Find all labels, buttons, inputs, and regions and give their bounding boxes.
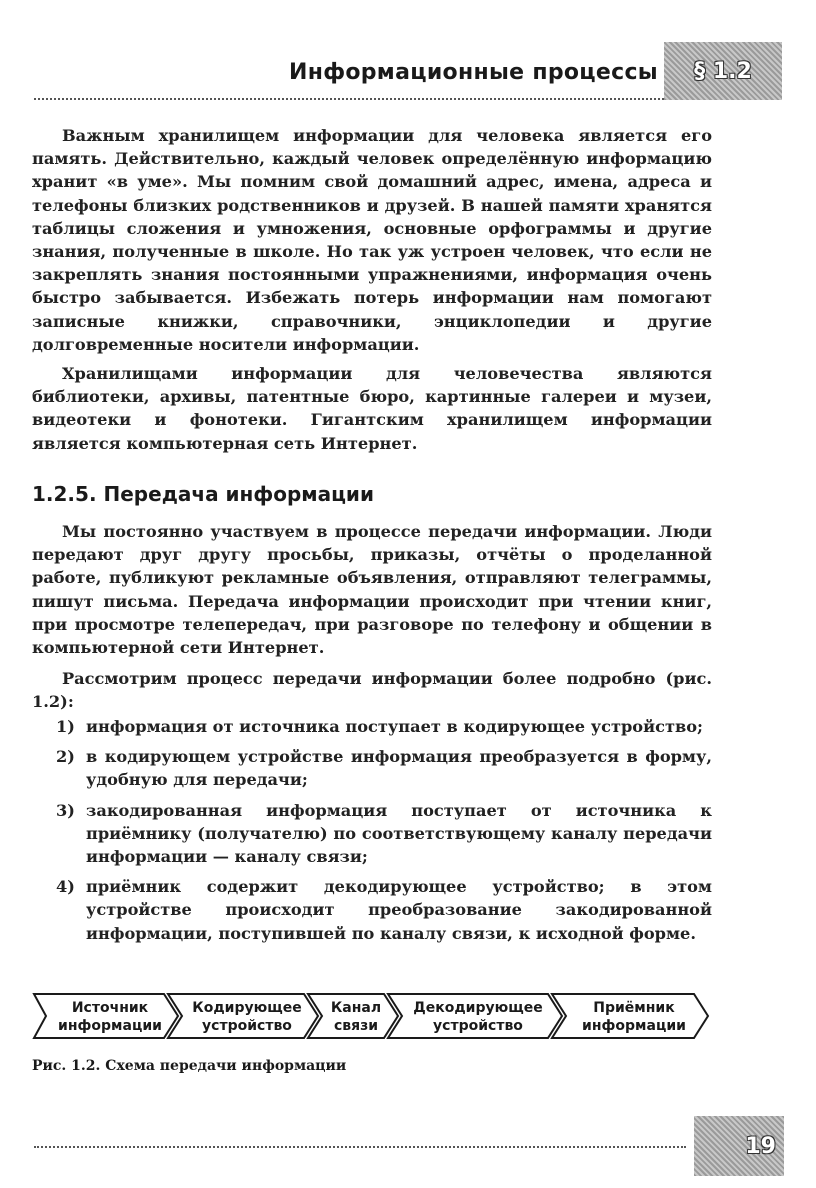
diagram-step-line1: Источник	[71, 1000, 149, 1016]
page-number: 19	[745, 1133, 776, 1159]
diagram-step-encoder	[168, 994, 318, 1038]
list-item-text: приёмник содержит декодирующее устройство; в этом устройстве происходит преобразование закодированной информации, поступившей по каналу связи, к исходной форме.	[86, 877, 712, 943]
diagram-step-line2: информации	[582, 1018, 686, 1034]
diagram-step-line2: устройство	[202, 1018, 292, 1034]
paragraph-transfer: Мы постоянно участвуем в процессе передачи информации. Люди передают друг другу просьбы, приказы, отчёты о проделанной работе, публикуют рекламные объявления, отправляют телеграммы, пишут письма. Передача информации происходит при чтении книг, при просмотре телепередач, при разговоре по телефону и общении в компьютерной сети Интернет.	[32, 522, 712, 658]
figure-label: Рис. 1.2.	[32, 1058, 101, 1074]
list-item	[56, 799, 712, 869]
page-header	[0, 36, 816, 106]
paragraph-storages-text: для человечества являются библиотеки, архивы, патентные бюро, картинные галереи и музеи, видеотеки и фонотеки. Гигантским хранилищем информации является компьютерная сеть Интернет.	[32, 364, 712, 453]
top-paragraphs	[32, 124, 712, 455]
paragraph-memory-text: Важным хранилищем информации для человека является его память. Действительно, каждый человек определённую информацию хранит «в уме». Мы помним свой домашний адрес, имена, адреса и телефоны близких родственников и друзей. В нашей памяти хранятся таблицы сложения и умножения, основные орфограммы и другие знания, полученные в школе. Но так уж устроен человек, что если не закреплять знания постоянными упражнениями, информация очень быстро забывается. Избежать потерь информации нам помогают записные книжки, справочники, энциклопедии и другие долговременные носители информации.	[32, 126, 712, 354]
list-item-text: закодированная информация поступает от источника к приёмнику (получателю) по соответствующему каналу передачи информации — каналу связи;	[86, 800, 712, 867]
figure-caption-text: Схема передачи информации	[100, 1058, 347, 1074]
footer-divider	[34, 1146, 686, 1148]
list-item	[56, 715, 712, 738]
section-heading: 1.2.5. Передача информации	[32, 482, 374, 506]
list-item-text: информация от источника поступает в кодирующее устройство;	[86, 717, 704, 736]
diagram-step-line2: устройство	[433, 1018, 523, 1034]
diagram-step-line1: Приёмник	[593, 1000, 675, 1016]
list-item-number: 2)	[56, 747, 75, 767]
transfer-diagram	[32, 990, 712, 1042]
process-steps-list	[56, 715, 712, 952]
diagram-step-source	[34, 994, 178, 1038]
paragraph-storages	[32, 362, 712, 455]
list-item-number: 3)	[56, 800, 75, 820]
paragraph-memory	[32, 124, 712, 356]
diagram-step-decoder	[388, 994, 562, 1038]
diagram-step-line1: Канал	[330, 1000, 382, 1016]
running-title: Информационные процессы	[288, 60, 658, 85]
section-paragraphs	[32, 520, 712, 714]
diagram-step-line2: информации	[58, 1018, 162, 1034]
diagram-step-line1: Декодирующее	[413, 1000, 543, 1016]
list-item-number: 4)	[56, 877, 75, 897]
list-item-number: 1)	[56, 717, 75, 736]
paragraph-consider: Рассмотрим процесс передачи информации более подробно (рис. 1.2):	[32, 669, 712, 712]
header-divider	[34, 98, 664, 100]
diagram-step-line1: Кодирующее	[192, 1000, 302, 1016]
page-number-badge	[694, 1116, 784, 1176]
diagram-step-channel	[308, 994, 398, 1038]
section-badge	[664, 42, 782, 100]
diagram-step-receiver	[552, 994, 708, 1038]
term-storages: Хранилищами информации	[62, 364, 353, 384]
list-item	[56, 875, 712, 945]
figure-caption	[32, 1058, 346, 1074]
section-badge-label: § 1.2	[694, 58, 752, 84]
list-item	[56, 745, 712, 791]
diagram-step-line2: связи	[333, 1018, 379, 1034]
list-item-text: в кодирующем устройстве информация преобразуется в форму, удобную для передачи;	[86, 747, 712, 790]
